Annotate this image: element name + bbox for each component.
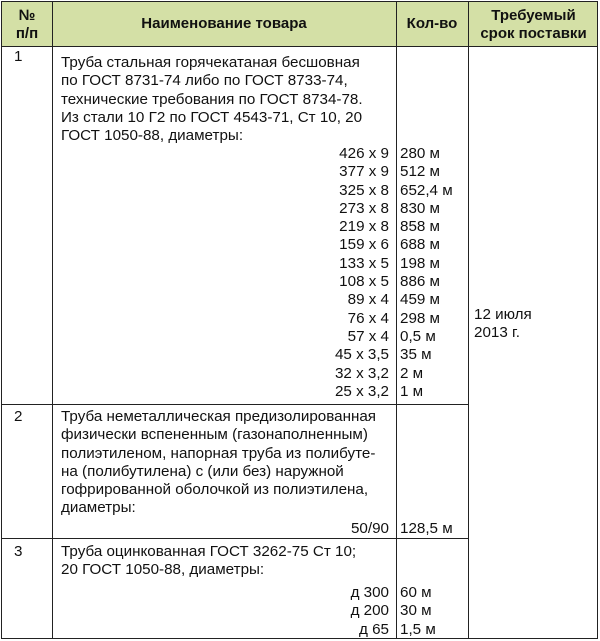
row-1-description (61, 54, 363, 145)
row-1-delivery-date (474, 306, 564, 343)
pipe-quantity: 459 м (400, 291, 441, 309)
description-line: на (полибутилена) с (или без) наружной (61, 462, 344, 480)
description-line: Труба стальная горячекатаная бесшовная (61, 54, 360, 71)
col-divider-name (396, 2, 397, 638)
pipe-size: 45 х 3,5 (334, 346, 389, 364)
pipe-size: 76 х 4 (347, 309, 389, 327)
pipe-quantity: 688 м (400, 236, 441, 254)
pipe-size: 159 х 6 (339, 236, 389, 254)
description-line: 20 ГОСТ 1050-88, диаметры: (61, 561, 265, 579)
pipe-size: 32 х 3,2 (334, 364, 389, 382)
header-date-line: срок поставки (480, 25, 587, 42)
pipe-quantity: 35 м (400, 346, 432, 364)
pipe-quantity: 652,4 м (400, 181, 453, 199)
delivery-date-line: 2013 г. (474, 324, 520, 342)
pipe-quantity: 0,5 м (400, 327, 436, 345)
delivery-date-line: 12 июля (474, 306, 532, 323)
description-line: технические требования по ГОСТ 8734-78. (61, 90, 363, 108)
pipe-quantity: 830 м (400, 199, 441, 217)
description-line: Труба неметаллическая предизолированная (61, 408, 377, 425)
row-1-sizes (282, 145, 389, 401)
row-2-quantities (400, 520, 453, 538)
row-3-quantities (400, 584, 436, 639)
row-3-sizes (282, 584, 389, 639)
header-num-line: № (18, 7, 36, 24)
pipe-quantity: 1,5 м (400, 620, 436, 638)
pipe-quantity: 280 м (400, 145, 441, 162)
pipe-size: 108 х 5 (339, 273, 389, 291)
pipe-size: 273 х 8 (339, 199, 389, 217)
header-date (468, 7, 599, 43)
pipe-size: 25 х 3,2 (334, 382, 389, 400)
pipe-size: 377 х 9 (339, 163, 389, 181)
col-divider-num (52, 2, 53, 638)
pipe-size: 325 х 8 (339, 181, 389, 199)
row-1-quantities (400, 145, 453, 401)
row-2-sizes (282, 520, 389, 538)
description-line: полиэтиленом, напорная труба из полибуте- (61, 444, 376, 462)
pipe-quantity: 298 м (400, 309, 441, 327)
pipe-quantity: 886 м (400, 273, 441, 291)
row-3-num: 3 (14, 543, 23, 560)
pipe-size: 426 х 9 (339, 145, 389, 162)
pipe-size: д 200 (350, 602, 389, 620)
pipe-size: 50/90 (350, 520, 389, 537)
row-2-num: 2 (14, 408, 23, 425)
pipe-quantity: 2 м (400, 364, 424, 382)
row-divider-3 (2, 538, 469, 539)
header-date-line: Требуемый (491, 7, 576, 24)
header-name: Наименование товара (141, 15, 307, 32)
description-line: гофрированной оболочкой из полиэтилена, (61, 481, 369, 499)
description-line: ГОСТ 1050-88, диаметры: (61, 127, 244, 145)
pipe-size: 133 х 5 (339, 254, 389, 272)
pipe-quantity: 60 м (400, 584, 432, 601)
row-1-num: 1 (14, 48, 23, 65)
description-line: Труба оцинкованная ГОСТ 3262-75 Ст 10; (61, 543, 357, 560)
pipe-quantity: 128,5 м (400, 520, 453, 537)
row-divider-2 (2, 404, 469, 405)
description-line: Из стали 10 Г2 по ГОСТ 4543-71, Ст 10, 20 (61, 108, 363, 126)
pipe-size: д 300 (350, 584, 389, 601)
header-num-line: п/п (15, 25, 39, 42)
row-2-description (61, 408, 376, 518)
description-line: по ГОСТ 8731-74 либо по ГОСТ 8733-74, (61, 72, 348, 90)
description-line: диаметры: (61, 499, 136, 517)
pipe-size: 219 х 8 (339, 218, 389, 236)
description-line: физически вспененным (газонаполненным) (61, 426, 368, 444)
pipe-size: 89 х 4 (347, 291, 389, 309)
header-qty: Кол-во (406, 15, 458, 32)
pipe-quantity: 858 м (400, 218, 441, 236)
order-table (1, 1, 598, 639)
col-divider-qty (468, 2, 469, 638)
pipe-size: 57 х 4 (347, 327, 389, 345)
header-num (2, 7, 52, 43)
row-3-description (61, 543, 356, 580)
pipe-quantity: 198 м (400, 254, 441, 272)
pipe-quantity: 30 м (400, 602, 432, 620)
pipe-size: д 65 (359, 620, 389, 638)
pipe-quantity: 1 м (400, 382, 424, 400)
pipe-quantity: 512 м (400, 163, 441, 181)
